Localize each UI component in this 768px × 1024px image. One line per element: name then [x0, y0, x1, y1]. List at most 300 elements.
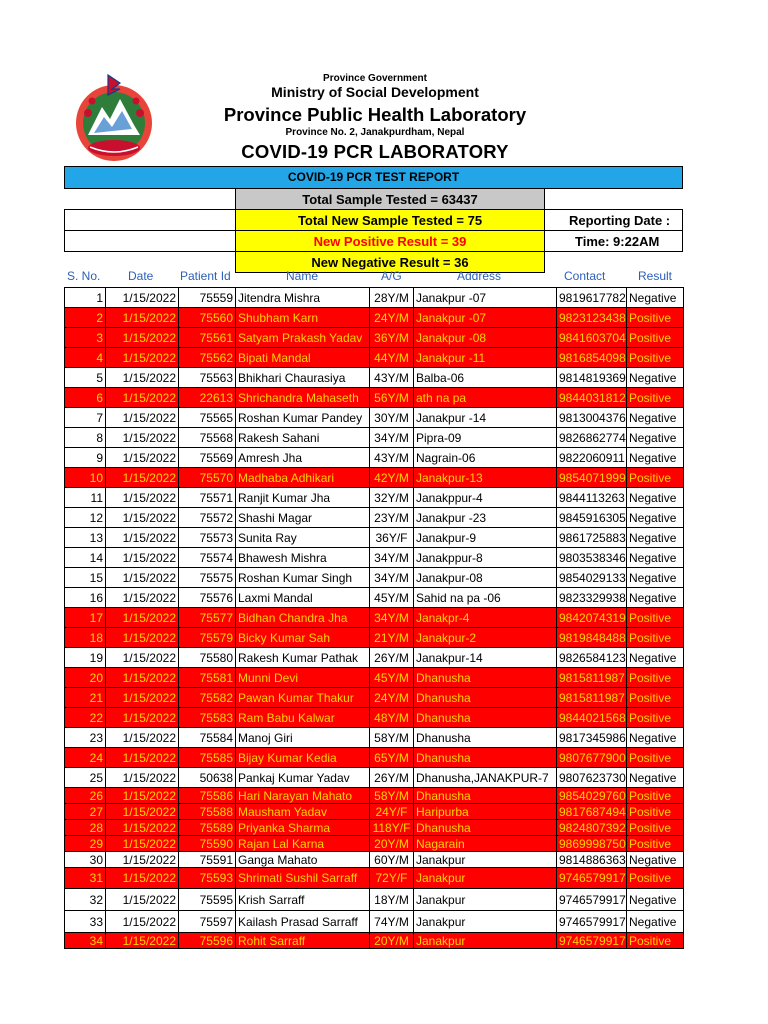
cell-name: Ganga Mahato: [236, 852, 370, 868]
cell-date: 1/15/2022: [106, 548, 179, 568]
cell-address: Sahid na pa -06: [414, 588, 557, 608]
cell-contact: 9816854098: [557, 348, 627, 368]
cell-contact: 9817687494: [557, 804, 627, 820]
cell-contact: 9807623730: [557, 768, 627, 788]
cell-sno: 15: [65, 568, 106, 588]
cell-pid: 75565: [179, 408, 236, 428]
cell-pid: 75577: [179, 608, 236, 628]
cell-sno: 23: [65, 728, 106, 748]
new-positive-result: New Positive Result = 39: [236, 231, 545, 252]
table-row: [65, 288, 684, 308]
cell-result: Negative: [627, 408, 684, 428]
col-date: Date: [128, 269, 154, 283]
report-time: Time: 9:22AM: [545, 231, 683, 252]
table-row: [65, 728, 684, 748]
table-row: [65, 708, 684, 728]
cell-result: Negative: [627, 488, 684, 508]
cell-date: 1/15/2022: [106, 368, 179, 388]
cell-ag: 42Y/M: [370, 468, 414, 488]
cell-address: Janakpur: [414, 868, 557, 889]
cell-name: Bicky Kumar Sah: [236, 628, 370, 648]
cell-ag: 34Y/M: [370, 548, 414, 568]
cell-ag: 45Y/M: [370, 668, 414, 688]
cell-name: Kailash Prasad Sarraff: [236, 911, 370, 933]
cell-sno: 3: [65, 328, 106, 348]
results-table: [64, 287, 684, 949]
cell-address: Janakpur: [414, 911, 557, 933]
cell-name: Shashi Magar: [236, 508, 370, 528]
cell-contact: 9814886363: [557, 852, 627, 868]
cell-date: 1/15/2022: [106, 448, 179, 468]
table-row: [65, 408, 684, 428]
cell-pid: 75596: [179, 933, 236, 949]
cell-result: Positive: [627, 608, 684, 628]
cell-contact: 9822060911: [557, 448, 627, 468]
cell-address: Balba-06: [414, 368, 557, 388]
cell-date: 1/15/2022: [106, 708, 179, 728]
cell-sno: 16: [65, 588, 106, 608]
cell-address: Nagarain: [414, 836, 557, 852]
cell-address: Janakpur -07: [414, 288, 557, 308]
cell-name: Hari Narayan Mahato: [236, 788, 370, 804]
nepal-emblem-icon: [68, 73, 160, 165]
cell-result: Positive: [627, 748, 684, 768]
cell-result: Positive: [627, 348, 684, 368]
cell-address: Janakppur-8: [414, 548, 557, 568]
cell-result: Negative: [627, 852, 684, 868]
cell-sno: 8: [65, 428, 106, 448]
cell-date: 1/15/2022: [106, 820, 179, 836]
cell-ag: 34Y/M: [370, 428, 414, 448]
pcr-lab-title: COVID-19 PCR LABORATORY: [241, 141, 509, 162]
cell-contact: 9854071999: [557, 468, 627, 488]
cell-contact: 9823123438: [557, 308, 627, 328]
cell-ag: 118Y/F: [370, 820, 414, 836]
cell-pid: 75583: [179, 708, 236, 728]
cell-ag: 26Y/M: [370, 768, 414, 788]
laboratory-title: Province Public Health Laboratory: [223, 104, 527, 125]
cell-pid: 75595: [179, 889, 236, 911]
cell-contact: 9824807392: [557, 820, 627, 836]
cell-ag: 20Y/M: [370, 933, 414, 949]
cell-result: Negative: [627, 528, 684, 548]
cell-sno: 22: [65, 708, 106, 728]
cell-pid: 75580: [179, 648, 236, 668]
table-row: [65, 933, 684, 949]
cell-name: Munni Devi: [236, 668, 370, 688]
cell-contact: 9819848488: [557, 628, 627, 648]
cell-contact: 9746579917: [557, 868, 627, 889]
cell-contact: 9844021568: [557, 708, 627, 728]
cell-name: Bhawesh Mishra: [236, 548, 370, 568]
cell-date: 1/15/2022: [106, 648, 179, 668]
table-row: [65, 608, 684, 628]
cell-address: Janakpur -08: [414, 328, 557, 348]
cell-pid: 75586: [179, 788, 236, 804]
cell-date: 1/15/2022: [106, 852, 179, 868]
table-row: [65, 668, 684, 688]
cell-name: Priyanka Sharma: [236, 820, 370, 836]
cell-sno: 26: [65, 788, 106, 804]
cell-date: 1/15/2022: [106, 933, 179, 949]
cell-contact: 9854029133: [557, 568, 627, 588]
cell-ag: 24Y/M: [370, 688, 414, 708]
cell-name: Pankaj Kumar Yadav: [236, 768, 370, 788]
cell-ag: 58Y/M: [370, 788, 414, 804]
table-row: [65, 648, 684, 668]
cell-address: Janakpur-08: [414, 568, 557, 588]
cell-address: Dhanusha: [414, 688, 557, 708]
cell-date: 1/15/2022: [106, 508, 179, 528]
cell-date: 1/15/2022: [106, 628, 179, 648]
cell-date: 1/15/2022: [106, 668, 179, 688]
cell-result: Negative: [627, 648, 684, 668]
cell-pid: 75568: [179, 428, 236, 448]
cell-date: 1/15/2022: [106, 468, 179, 488]
cell-address: Dhanusha: [414, 728, 557, 748]
cell-name: Mausham Yadav: [236, 804, 370, 820]
cell-address: Janakpur-2: [414, 628, 557, 648]
cell-contact: 9844113263: [557, 488, 627, 508]
cell-pid: 75569: [179, 448, 236, 468]
cell-contact: 9842074319: [557, 608, 627, 628]
col-ag: A/G: [381, 269, 402, 283]
cell-address: ath na pa: [414, 388, 557, 408]
cell-address: Janakpr-4: [414, 608, 557, 628]
cell-pid: 75588: [179, 804, 236, 820]
cell-ag: 32Y/M: [370, 488, 414, 508]
cell-date: 1/15/2022: [106, 608, 179, 628]
cell-pid: 75570: [179, 468, 236, 488]
cell-result: Negative: [627, 768, 684, 788]
reporting-date-label: Reporting Date :: [545, 210, 683, 231]
cell-date: 1/15/2022: [106, 328, 179, 348]
report-header: [0, 0, 768, 166]
table-row: [65, 748, 684, 768]
cell-name: Rakesh Kumar Pathak: [236, 648, 370, 668]
cell-sno: 1: [65, 288, 106, 308]
cell-result: Positive: [627, 668, 684, 688]
cell-date: 1/15/2022: [106, 748, 179, 768]
cell-result: Negative: [627, 588, 684, 608]
cell-contact: 9746579917: [557, 889, 627, 911]
cell-sno: 9: [65, 448, 106, 468]
cell-name: Rajan Lal Karna: [236, 836, 370, 852]
cell-pid: 75562: [179, 348, 236, 368]
cell-ag: 48Y/M: [370, 708, 414, 728]
cell-name: Sunita Ray: [236, 528, 370, 548]
cell-name: Bhikhari Chaurasiya: [236, 368, 370, 388]
new-negative-result: New Negative Result = 36: [236, 252, 545, 273]
cell-date: 1/15/2022: [106, 288, 179, 308]
cell-result: Negative: [627, 728, 684, 748]
cell-contact: 9841603704: [557, 328, 627, 348]
cell-date: 1/15/2022: [106, 388, 179, 408]
cell-contact: 9854029760: [557, 788, 627, 804]
cell-result: Positive: [627, 328, 684, 348]
cell-contact: 9815811987: [557, 688, 627, 708]
cell-ag: 24Y/M: [370, 308, 414, 328]
cell-result: Positive: [627, 868, 684, 889]
table-row: [65, 568, 684, 588]
cell-address: Janakpur -14: [414, 408, 557, 428]
cell-ag: 23Y/M: [370, 508, 414, 528]
cell-pid: 75571: [179, 488, 236, 508]
cell-result: Negative: [627, 368, 684, 388]
cell-pid: 75563: [179, 368, 236, 388]
cell-sno: 6: [65, 388, 106, 408]
cell-pid: 75590: [179, 836, 236, 852]
cell-address: Nagrain-06: [414, 448, 557, 468]
table-row: [65, 528, 684, 548]
cell-contact: 9826862774: [557, 428, 627, 448]
cell-pid: 75575: [179, 568, 236, 588]
table-row: [65, 868, 684, 889]
cell-date: 1/15/2022: [106, 788, 179, 804]
cell-date: 1/15/2022: [106, 528, 179, 548]
cell-ag: 45Y/M: [370, 588, 414, 608]
cell-date: 1/15/2022: [106, 408, 179, 428]
cell-date: 1/15/2022: [106, 688, 179, 708]
cell-name: Roshan Kumar Pandey: [236, 408, 370, 428]
cell-name: Bipati Mandal: [236, 348, 370, 368]
cell-address: Janakpur -23: [414, 508, 557, 528]
cell-result: Positive: [627, 804, 684, 820]
cell-date: 1/15/2022: [106, 804, 179, 820]
cell-contact: 9844031812: [557, 388, 627, 408]
cell-contact: 9807677900: [557, 748, 627, 768]
cell-result: Positive: [627, 388, 684, 408]
cell-result: Positive: [627, 708, 684, 728]
cell-contact: 9869998750: [557, 836, 627, 852]
cell-date: 1/15/2022: [106, 889, 179, 911]
cell-name: Manoj Giri: [236, 728, 370, 748]
table-row: [65, 889, 684, 911]
cell-sno: 28: [65, 820, 106, 836]
cell-contact: 9861725883: [557, 528, 627, 548]
cell-result: Negative: [627, 568, 684, 588]
cell-pid: 75589: [179, 820, 236, 836]
cell-sno: 25: [65, 768, 106, 788]
cell-contact: 9845916305: [557, 508, 627, 528]
table-row: [65, 308, 684, 328]
col-sno: S. No.: [67, 269, 101, 283]
cell-address: Janakpur-13: [414, 468, 557, 488]
cell-date: 1/15/2022: [106, 568, 179, 588]
cell-sno: 29: [65, 836, 106, 852]
cell-sno: 12: [65, 508, 106, 528]
cell-name: Shubham Karn: [236, 308, 370, 328]
cell-pid: 50638: [179, 768, 236, 788]
cell-address: Haripurba: [414, 804, 557, 820]
cell-ag: 72Y/F: [370, 868, 414, 889]
cell-sno: 13: [65, 528, 106, 548]
cell-date: 1/15/2022: [106, 728, 179, 748]
cell-pid: 75593: [179, 868, 236, 889]
table-row: [65, 448, 684, 468]
cell-sno: 18: [65, 628, 106, 648]
cell-result: Negative: [627, 448, 684, 468]
cell-name: Rohit Sarraff: [236, 933, 370, 949]
cell-ag: 26Y/M: [370, 648, 414, 668]
cell-date: 1/15/2022: [106, 836, 179, 852]
table-row: [65, 688, 684, 708]
column-headings: [64, 269, 682, 287]
cell-result: Positive: [627, 468, 684, 488]
summary-table: [64, 166, 683, 273]
cell-address: Janakpur-14: [414, 648, 557, 668]
table-row: [65, 852, 684, 868]
cell-address: Janakppur-4: [414, 488, 557, 508]
cell-name: Amresh Jha: [236, 448, 370, 468]
cell-result: Positive: [627, 688, 684, 708]
cell-sno: 31: [65, 868, 106, 889]
cell-name: Jitendra Mishra: [236, 288, 370, 308]
cell-name: Pawan Kumar Thakur: [236, 688, 370, 708]
cell-name: Ranjit Kumar Jha: [236, 488, 370, 508]
cell-address: Janakpur -11: [414, 348, 557, 368]
cell-date: 1/15/2022: [106, 588, 179, 608]
cell-pid: 75584: [179, 728, 236, 748]
col-name: Name: [286, 269, 319, 283]
cell-result: Positive: [627, 933, 684, 949]
cell-contact: 9803538346: [557, 548, 627, 568]
cell-pid: 75572: [179, 508, 236, 528]
cell-pid: 22613: [179, 388, 236, 408]
table-row: [65, 468, 684, 488]
cell-sno: 32: [65, 889, 106, 911]
cell-ag: 28Y/M: [370, 288, 414, 308]
cell-contact: 9817345986: [557, 728, 627, 748]
cell-address: Dhanusha: [414, 820, 557, 836]
cell-ag: 34Y/M: [370, 608, 414, 628]
cell-date: 1/15/2022: [106, 768, 179, 788]
report-banner: COVID-19 PCR TEST REPORT: [65, 167, 683, 189]
cell-address: Janakpur: [414, 933, 557, 949]
cell-contact: 9813004376: [557, 408, 627, 428]
cell-pid: 75559: [179, 288, 236, 308]
cell-address: Dhanusha: [414, 708, 557, 728]
cell-ag: 20Y/M: [370, 836, 414, 852]
cell-ag: 43Y/M: [370, 448, 414, 468]
cell-sno: 24: [65, 748, 106, 768]
cell-contact: 9746579917: [557, 911, 627, 933]
cell-pid: 75582: [179, 688, 236, 708]
table-row: [65, 368, 684, 388]
table-row: [65, 768, 684, 788]
cell-ag: 65Y/M: [370, 748, 414, 768]
col-address: Address: [457, 269, 502, 283]
cell-ag: 34Y/M: [370, 568, 414, 588]
cell-sno: 11: [65, 488, 106, 508]
cell-name: Ram Babu Kalwar: [236, 708, 370, 728]
cell-contact: 9819617782: [557, 288, 627, 308]
cell-pid: 75585: [179, 748, 236, 768]
table-row: [65, 588, 684, 608]
cell-name: Bidhan Chandra Jha: [236, 608, 370, 628]
cell-name: Roshan Kumar Singh: [236, 568, 370, 588]
cell-ag: 18Y/M: [370, 889, 414, 911]
cell-contact: 9826584123: [557, 648, 627, 668]
cell-address: Dhanusha: [414, 788, 557, 804]
cell-sno: 21: [65, 688, 106, 708]
cell-ag: 43Y/M: [370, 368, 414, 388]
cell-address: Dhanusha,JANAKPUR-7: [414, 768, 557, 788]
cell-pid: 75574: [179, 548, 236, 568]
table-row: [65, 508, 684, 528]
cell-ag: 60Y/M: [370, 852, 414, 868]
cell-result: Positive: [627, 308, 684, 328]
cell-name: Bijay Kumar Kedia: [236, 748, 370, 768]
cell-sno: 27: [65, 804, 106, 820]
laboratory-address: Province No. 2, Janakpurdham, Nepal: [285, 127, 465, 138]
cell-ag: 74Y/M: [370, 911, 414, 933]
cell-address: Dhanusha: [414, 668, 557, 688]
cell-sno: 34: [65, 933, 106, 949]
cell-sno: 30: [65, 852, 106, 868]
cell-sno: 14: [65, 548, 106, 568]
cell-ag: 24Y/F: [370, 804, 414, 820]
cell-result: Negative: [627, 288, 684, 308]
cell-address: Pipra-09: [414, 428, 557, 448]
cell-pid: 75597: [179, 911, 236, 933]
table-row: [65, 804, 684, 820]
table-row: [65, 488, 684, 508]
cell-ag: 21Y/M: [370, 628, 414, 648]
cell-name: Madhaba Adhikari: [236, 468, 370, 488]
total-sample-tested: Total Sample Tested = 63437: [236, 189, 545, 210]
cell-ag: 36Y/M: [370, 328, 414, 348]
cell-address: Janakpur -07: [414, 308, 557, 328]
cell-sno: 33: [65, 911, 106, 933]
cell-address: Janakpur: [414, 889, 557, 911]
cell-contact: 9823329938: [557, 588, 627, 608]
cell-date: 1/15/2022: [106, 488, 179, 508]
total-new-sample-tested: Total New Sample Tested = 75: [236, 210, 545, 231]
cell-name: Laxmi Mandal: [236, 588, 370, 608]
cell-result: Negative: [627, 508, 684, 528]
cell-pid: 75581: [179, 668, 236, 688]
cell-contact: 9746579917: [557, 933, 627, 949]
ministry-label: Ministry of Social Development: [271, 84, 479, 100]
cell-sno: 4: [65, 348, 106, 368]
cell-ag: 36Y/F: [370, 528, 414, 548]
cell-date: 1/15/2022: [106, 911, 179, 933]
cell-result: Negative: [627, 889, 684, 911]
cell-ag: 44Y/M: [370, 348, 414, 368]
cell-sno: 20: [65, 668, 106, 688]
cell-pid: 75560: [179, 308, 236, 328]
cell-date: 1/15/2022: [106, 428, 179, 448]
cell-name: Krish Sarraff: [236, 889, 370, 911]
cell-address: Dhanusha: [414, 748, 557, 768]
cell-date: 1/15/2022: [106, 348, 179, 368]
cell-result: Positive: [627, 820, 684, 836]
cell-ag: 58Y/M: [370, 728, 414, 748]
cell-result: Positive: [627, 788, 684, 804]
cell-sno: 17: [65, 608, 106, 628]
cell-name: Shrichandra Mahaseth: [236, 388, 370, 408]
cell-name: Satyam Prakash Yadav: [236, 328, 370, 348]
cell-result: Negative: [627, 548, 684, 568]
cell-date: 1/15/2022: [106, 868, 179, 889]
cell-address: Janakpur: [414, 852, 557, 868]
table-row: [65, 548, 684, 568]
table-row: [65, 348, 684, 368]
col-contact: Contact: [564, 269, 606, 283]
province-government-label: Province Government: [323, 73, 427, 84]
cell-sno: 2: [65, 308, 106, 328]
